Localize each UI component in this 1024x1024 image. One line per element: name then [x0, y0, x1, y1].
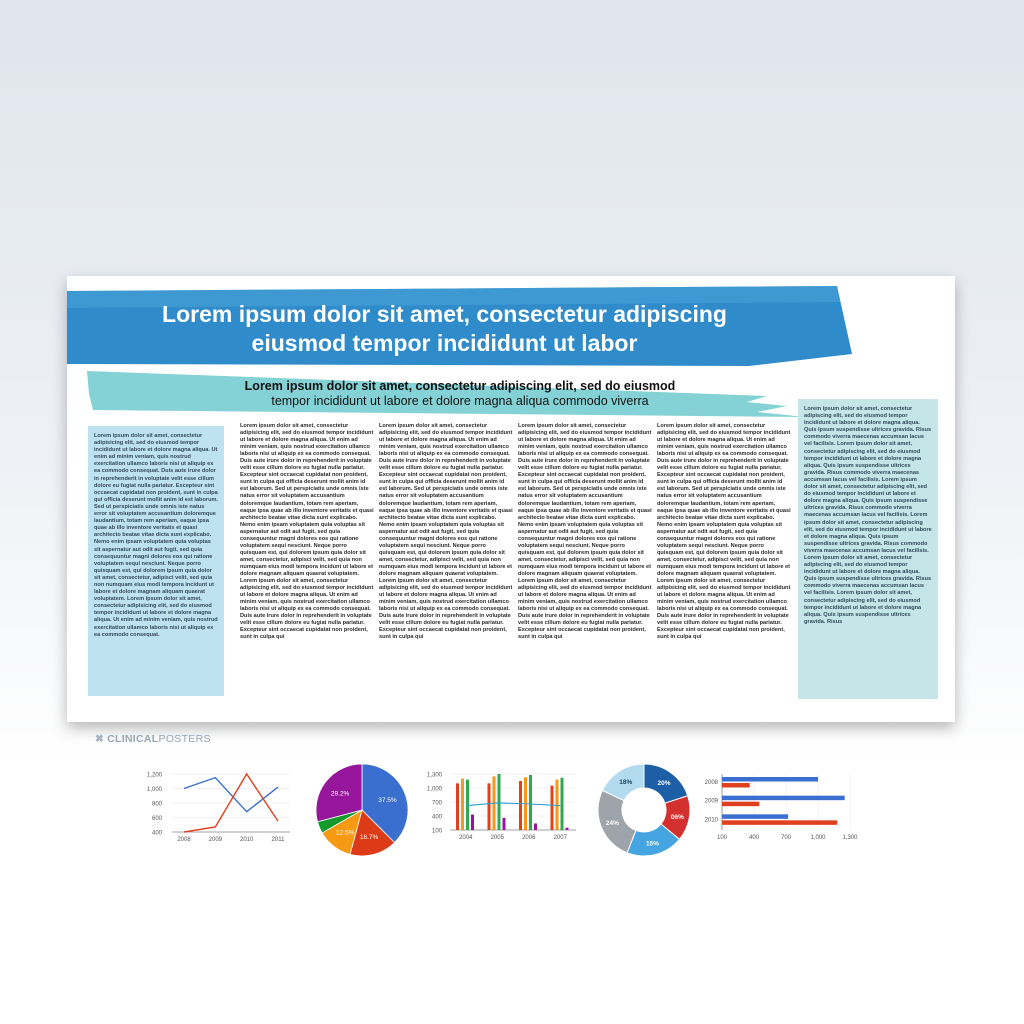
- x-tick-label: 1,300: [842, 835, 858, 841]
- hbar: [722, 820, 837, 825]
- x-tick-label: 700: [780, 835, 792, 841]
- y-tick-label: 700: [431, 800, 442, 807]
- text-column-1: Lorem ipsum dolor sit amet, consectetur adipisicing elit, sed do eiusmod tempor incididunt ut labore et dolore magna aliqua. Ut enim ad minim veniam, quis nostrud exercitation ullamco laboris nisi ut aliquip ex ea commodo consequat. Duis aute irure dolor in reprehenderit in voluptate velit esse cillum dolore eu fugiat nulla pariatur. Excepteur sint occaecat cupidatat non proident, sunt in culpa qui officia deserunt mollit anim id est laborum. Sed ut perspiciatis unde omnis iste natus error sit voluptatem accusantium doloremque laudantium, totam rem aperiam, eaque ipsa quae ab illo inventore veritatis et quasi architecto beatae vitae dicta sunt explicabo. Nemo enim ipsam voluptatem quia voluptas sit aspernatur aut odit aut fugit, sed quia consequuntur magni dolores eos qui ratione voluptatem sequi nesciunt. Neque porro quisquam est, qui dolorem ipsum quia dolor sit amet, consectetur, adipisci velit, sed quia non numquam eius modi tempora incidunt ut labore et dolore magnam aliquam quaerat voluptatem. Lorem ipsum dolor sit amet, consectetur adipisicing elit, sed do eiusmod tempor incididunt ut labore et dolore magna aliqua. Ut enim ad minim veniam, quis nostrud exercitation ullamco laboris nisi ut aliquip ex ea commodo consequat. Duis aute irure dolor in reprehenderit in voluptate velit esse cillum dolore eu fugiat nulla pariatur. Excepteur sint occaecat cupidatat non proident, sunt in culpa qui: [240, 423, 374, 641]
- donut-slice-label: 18%: [619, 778, 633, 786]
- donut-slice-label: 15%: [645, 840, 659, 848]
- y-tick-label: 400: [151, 830, 162, 837]
- poster-subtitle: [107, 379, 813, 409]
- x-tick-label: 2005: [490, 835, 504, 841]
- x-tick-label: 400: [748, 835, 760, 841]
- x-tick-label: 100: [716, 835, 728, 841]
- x-tick-label: 2004: [459, 835, 473, 841]
- x-tick-label: 1,000: [810, 835, 826, 841]
- hbar: [722, 802, 759, 807]
- bar: [519, 781, 522, 830]
- text-column-2: Lorem ipsum dolor sit amet, consectetur adipisicing elit, sed do eiusmod tempor incididunt ut labore et dolore magna aliqua. Ut enim ad minim veniam, quis nostrud exercitation ullamco laboris nisi ut aliquip ex ea commodo consequat. Duis aute irure dolor in reprehenderit in voluptate velit esse cillum dolore eu fugiat nulla pariatur. Excepteur sint occaecat cupidatat non proident, sunt in culpa qui officia deserunt mollit anim id est laborum. Sed ut perspiciatis unde omnis iste natus error sit voluptatem accusantium doloremque laudantium, totam rem aperiam, eaque ipsa quae ab illo inventore veritatis et quasi architecto beatae vitae dicta sunt explicabo. Nemo enim ipsam voluptatem quia voluptas sit aspernatur aut odit aut fugit, sed quia consequuntur magni dolores eos qui ratione voluptatem sequi nesciunt. Neque porro quisquam est, qui dolorem ipsum quia dolor sit amet, consectetur, adipisci velit, sed quia non numquam eius modi tempora incidunt ut labore et dolore magnam aliquam quaerat voluptatem. Lorem ipsum dolor sit amet, consectetur adipisicing elit, sed do eiusmod tempor incididunt ut labore et dolore magna aliqua. Ut enim ad minim veniam, quis nostrud exercitation ullamco laboris nisi ut aliquip ex ea commodo consequat. Duis aute irure dolor in reprehenderit in voluptate velit esse cillum dolore eu fugiat nulla pariatur. Excepteur sint occaecat cupidatat non proident, sunt in culpa qui: [379, 423, 513, 641]
- logo-bold: CLINICAL: [107, 733, 159, 745]
- title-line-1: Lorem ipsum dolor sit amet, consectetur adipiscing: [162, 301, 727, 327]
- bar: [456, 783, 459, 830]
- y-tick-label: 1,300: [426, 772, 442, 779]
- y-tick-label: 2009: [704, 798, 718, 805]
- pie-slice-label: 37.5%: [378, 796, 397, 804]
- donut-chart: [594, 760, 694, 860]
- line-chart: [140, 768, 300, 848]
- pie-slice-label: 16.7%: [359, 834, 379, 842]
- y-tick-label: 800: [151, 801, 162, 808]
- trend-line: [466, 803, 561, 806]
- horizontal-bar-chart: [696, 770, 862, 848]
- hbar: [722, 783, 750, 788]
- hbar: [722, 777, 818, 782]
- bar: [529, 775, 532, 830]
- donut-slice-label: 06%: [670, 813, 684, 821]
- x-tick-label: 2009: [208, 837, 223, 843]
- bar: [551, 786, 554, 830]
- y-tick-label: 100: [431, 828, 442, 835]
- donut-slice-label: 20%: [657, 779, 671, 787]
- bar: [498, 774, 501, 830]
- bar: [488, 783, 491, 830]
- cross-logo-icon: ✖: [95, 733, 105, 745]
- bar: [556, 780, 559, 830]
- x-tick-label: 2006: [522, 835, 536, 841]
- bar: [561, 778, 564, 830]
- pie-slice-label: 29.2%: [330, 790, 350, 798]
- y-tick-label: 2010: [704, 817, 718, 824]
- brand-logo: [95, 733, 211, 745]
- poster-title: [67, 300, 822, 358]
- donut-slice-label: 24%: [605, 820, 619, 828]
- hbar: [722, 814, 788, 819]
- text-column-3: Lorem ipsum dolor sit amet, consectetur adipisicing elit, sed do eiusmod tempor incididunt ut labore et dolore magna aliqua. Ut enim ad minim veniam, quis nostrud exercitation ullamco laboris nisi ut aliquip ex ea commodo consequat. Duis aute irure dolor in reprehenderit in voluptate velit esse cillum dolore eu fugiat nulla pariatur. Excepteur sint occaecat cupidatat non proident, sunt in culpa qui officia deserunt mollit anim id est laborum. Sed ut perspiciatis unde omnis iste natus error sit voluptatem accusantium doloremque laudantium, totam rem aperiam, eaque ipsa quae ab illo inventore veritatis et quasi architecto beatae vitae dicta sunt explicabo. Nemo enim ipsam voluptatem quia voluptas sit aspernatur aut odit aut fugit, sed quia consequuntur magni dolores eos qui ratione voluptatem sequi nesciunt. Neque porro quisquam est, qui dolorem ipsum quia dolor sit amet, consectetur, adipisci velit, sed quia non numquam eius modi tempora incidunt ut labore et dolore magnam aliquam quaerat voluptatem. Lorem ipsum dolor sit amet, consectetur adipisicing elit, sed do eiusmod tempor incididunt ut labore et dolore magna aliqua. Ut enim ad minim veniam, quis nostrud exercitation ullamco laboris nisi ut aliquip ex ea commodo consequat. Duis aute irure dolor in reprehenderit in voluptate velit esse cillum dolore eu fugiat nulla pariatur. Excepteur sint occaecat cupidatat non proident, sunt in culpa qui: [518, 423, 652, 641]
- text-column-4: Lorem ipsum dolor sit amet, consectetur adipisicing elit, sed do eiusmod tempor incididunt ut labore et dolore magna aliqua. Ut enim ad minim veniam, quis nostrud exercitation ullamco laboris nisi ut aliquip ex ea commodo consequat. Duis aute irure dolor in reprehenderit in voluptate velit esse cillum dolore eu fugiat nulla pariatur. Excepteur sint occaecat cupidatat non proident, sunt in culpa qui officia deserunt mollit anim id est laborum. Sed ut perspiciatis unde omnis iste natus error sit voluptatem accusantium doloremque laudantium, totam rem aperiam, eaque ipsa quae ab illo inventore veritatis et quasi architecto beatae vitae dicta sunt explicabo. Nemo enim ipsam voluptatem quia voluptas sit aspernatur aut odit aut fugit, sed quia consequuntur magni dolores eos qui ratione voluptatem sequi nesciunt. Neque porro quisquam est, qui dolorem ipsum quia dolor sit amet, consectetur, adipisci velit, sed quia non numquam eius modi tempora incidunt ut labore et dolore magnam aliquam quaerat voluptatem. Lorem ipsum dolor sit amet, consectetur adipisicing elit, sed do eiusmod tempor incididunt ut labore et dolore magna aliqua. Ut enim ad minim veniam, quis nostrud exercitation ullamco laboris nisi ut aliquip ex ea commodo consequat. Duis aute irure dolor in reprehenderit in voluptate velit esse cillum dolore eu fugiat nulla pariatur. Excepteur sint occaecat cupidatat non proident, sunt in culpa qui: [657, 423, 791, 641]
- hbar: [722, 796, 845, 801]
- bar: [503, 818, 506, 830]
- bar: [466, 780, 469, 830]
- logo-light: POSTERS: [158, 733, 211, 745]
- y-tick-label: 2008: [704, 780, 718, 786]
- y-tick-label: 1,000: [426, 786, 442, 793]
- y-tick-label: 600: [151, 816, 162, 822]
- x-tick-label: 2010: [239, 837, 254, 843]
- y-tick-label: 400: [431, 814, 442, 821]
- right-text-box: Lorem ipsum dolor sit amet, consectetur adipiscing elit, sed do eiusmod tempor incididunt ut labore et dolore magna aliqua. Quis ipsum suspendisse ultrices gravida. Risus commodo viverra maecenas accumsan lacus vel facilisis. Lorem ipsum dolor sit amet, consectetur adipiscing elit, sed do eiusmod tempor incididunt ut labore et dolore magna aliqua. Quis ipsum suspendisse ultrices gravida. Risus commodo viverra maecenas accumsan lacus vel facilisis. Lorem ipsum dolor sit amet, consectetur adipiscing elit, sed do eiusmod tempor incididunt ut labore et dolore magna aliqua. Quis ipsum suspendisse ultrices gravida. Risus commodo viverra maecenas accumsan lacus vel facilisis. Lorem ipsum dolor sit amet, consectetur adipiscing elit, sed do eiusmod tempor incididunt ut labore et dolore magna aliqua. Quis ipsum suspendisse ultrices gravida. Risus commodo viverra maecenas accumsan lacus vel facilisis. Lorem ipsum dolor sit amet, consectetur adipiscing elit, sed do eiusmod tempor incididunt ut labore et dolore magna aliqua. Quis ipsum suspendisse ultrices gravida. Risus commodo viverra maecenas accumsan lacus vel facilisis. Lorem ipsum dolor sit amet, consectetur adipiscing elit, sed do eiusmod tempor incididunt ut labore et dolore magna aliqua. Quis ipsum suspendisse ultrices gravida. Risus: [798, 399, 938, 699]
- x-tick-label: 2011: [271, 837, 285, 843]
- poster: [67, 276, 955, 722]
- pie-slice-label: 12.5%: [335, 829, 355, 837]
- series-line-1: [184, 778, 278, 812]
- bar-chart: [420, 768, 580, 848]
- bar: [566, 828, 569, 830]
- pie-chart: [312, 760, 412, 860]
- bar: [534, 823, 537, 830]
- x-tick-label: 2008: [177, 837, 191, 843]
- title-line-2: eiusmod tempor incididunt ut labor: [251, 330, 638, 356]
- y-tick-label: 1,200: [146, 772, 162, 779]
- bar: [471, 815, 474, 830]
- subtitle-line-1: Lorem ipsum dolor sit amet, consectetur adipiscing elit, sed do eiusmod: [244, 379, 676, 393]
- bar: [461, 779, 464, 830]
- subtitle-line-2: tempor incididunt ut labore et dolore magna aliqua commodo viverra: [271, 394, 649, 408]
- left-text-box: Lorem ipsum dolor sit amet, consectetur adipisicing elit, sed do eiusmod tempor incididunt ut labore et dolore magna aliqua. Ut enim ad minim veniam, quis nostrud exercitation ullamco laboris nisi ut aliquip ex ea commodo consequat. Duis aute irure dolor in reprehenderit in voluptate velit esse cillum dolore eu fugiat nulla pariatur. Excepteur sint occaecat cupidatat non proident, sunt in culpa qui officia deserunt mollit anim id est laborum. Sed ut perspiciatis unde omnis iste natus error sit voluptatem accusantium doloremque laudantium, totam rem aperiam, eaque ipsa quae ab illo inventore veritatis et quasi architecto beatae vitae dicta sunt explicabo. Nemo enim ipsam voluptatem quia voluptas sit aspernatur aut odit aut fugit, sed quia consequuntur magni dolores eos qui ratione voluptatem sequi nesciunt. Neque porro quisquam est, qui dolorem ipsum quia dolor sit amet, consectetur, adipisci velit, sed quia non numquam eius modi tempora incidunt ut labore et dolore magnam aliquam quaerat voluptatem. Lorem ipsum dolor sit amet, consectetur adipisicing elit, sed do eiusmod tempor incididunt ut labore et dolore magna aliqua. Ut enim ad minim veniam, quis nostrud exercitation ullamco laboris nisi ut aliquip ex ea commodo consequat.: [88, 426, 224, 696]
- x-tick-label: 2007: [553, 835, 567, 841]
- y-tick-label: 1,000: [146, 787, 162, 793]
